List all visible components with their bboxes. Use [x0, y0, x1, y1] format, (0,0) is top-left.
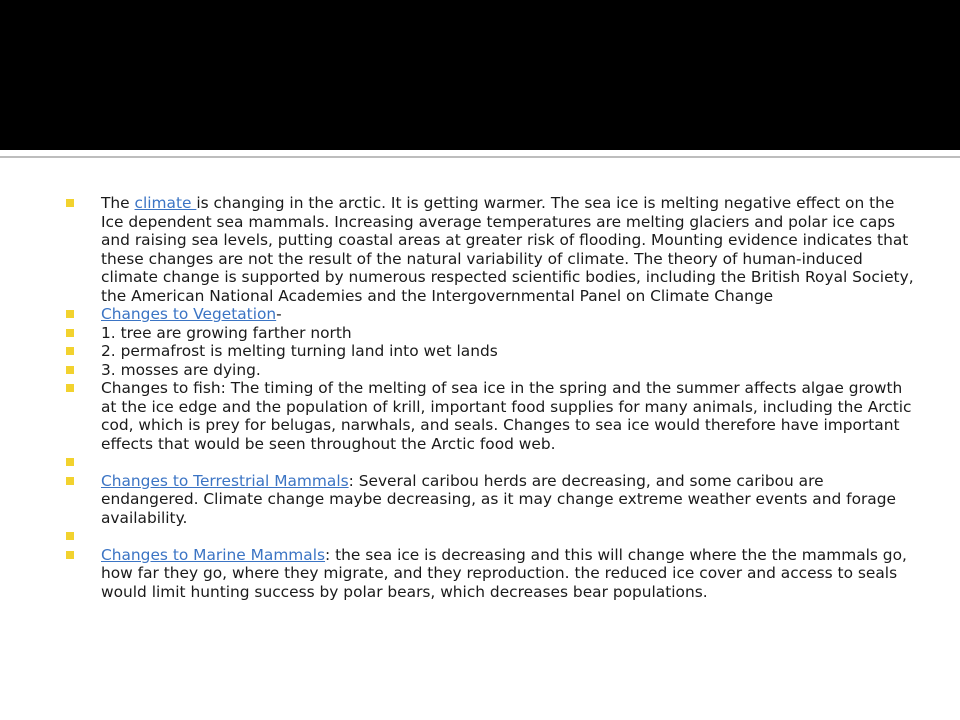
- bullet-text-post: is changing in the arctic. It is getting warmer. The sea ice is melting negative effect on the Ice dependent sea mammals. Increasing average temperatures are melting glaciers and polar ice caps and raising sea levels, putting coastal areas at greater risk of flooding. Mounting evidence indicates that these changes are not the result of the natural variability of climate. The theory of human-induced climate change is supported by numerous respected scientific bodies, including the British Royal Society, the American National Academies and the Intergovernmental Panel on Climate Change: [101, 194, 914, 305]
- bullet-text-pre: The: [101, 194, 135, 212]
- bullet-text: 3. mosses are dying.: [101, 360, 261, 379]
- changes-to-marine-mammals-link[interactable]: Changes to Marine Mammals: [101, 545, 326, 564]
- changes-to-terrestrial-mammals-link[interactable]: Changes to Terrestrial Mammals: [101, 471, 349, 490]
- bullet-terrestrial: [66, 472, 916, 528]
- bullet-fish: [66, 379, 916, 453]
- bullet-square-icon: [66, 384, 74, 392]
- title-band: [0, 0, 960, 150]
- bullet-square-icon: [66, 458, 74, 466]
- bullet-square-icon: [66, 532, 74, 540]
- content-area: [0, 158, 960, 720]
- bullet-text-post: : Several caribou herds are decreasing, and some caribou are endangered. Climate change maybe decreasing, as it may change extreme weather events and forage availability.: [101, 471, 896, 527]
- climate-link[interactable]: climate: [134, 194, 197, 212]
- bullet-text-post: : the sea ice is decreasing and this will change where the the mammals go, how far they go, where they migrate, and they reproduction. the reduced ice cover and access to seals would limit hunting success by polar bears, which decreases bear populations.: [101, 545, 907, 601]
- bullet-square-icon: [66, 551, 74, 559]
- bullet-square-icon: [66, 310, 74, 318]
- bullet-text: 2. permafrost is melting turning land into wet lands: [101, 342, 498, 360]
- bullet-text: Changes to fish: The timing of the melting of sea ice in the spring and the summer affects algae growth at the ice edge and the population of krill, important food supplies for many animals, including the Arctic cod, which is prey for belugas, narwhals, and seals. Changes to sea ice would therefore have important effects that would be seen throughout the Arctic food web.: [101, 379, 912, 453]
- bullet-vegetation: [66, 305, 916, 324]
- bullet-trees: [66, 324, 916, 343]
- bullet-empty: [66, 453, 916, 472]
- bullet-square-icon: [66, 366, 74, 374]
- bullet-square-icon: [66, 329, 74, 337]
- bullet-mosses: [66, 361, 916, 380]
- bullet-square-icon: [66, 477, 74, 485]
- bullet-text-post: -: [276, 305, 282, 323]
- bullet-marine: [66, 546, 916, 602]
- changes-to-vegetation-link[interactable]: Changes to Vegetation: [101, 305, 277, 323]
- bullet-text: 1. tree are growing farther north: [101, 323, 352, 342]
- bullet-permafrost: [66, 342, 916, 361]
- bullet-square-icon: [66, 347, 74, 355]
- bullet-empty: [66, 527, 916, 546]
- title-divider: [0, 150, 960, 158]
- bullet-climate: [66, 194, 916, 305]
- bullet-square-icon: [66, 199, 74, 207]
- bullet-list: [66, 194, 916, 601]
